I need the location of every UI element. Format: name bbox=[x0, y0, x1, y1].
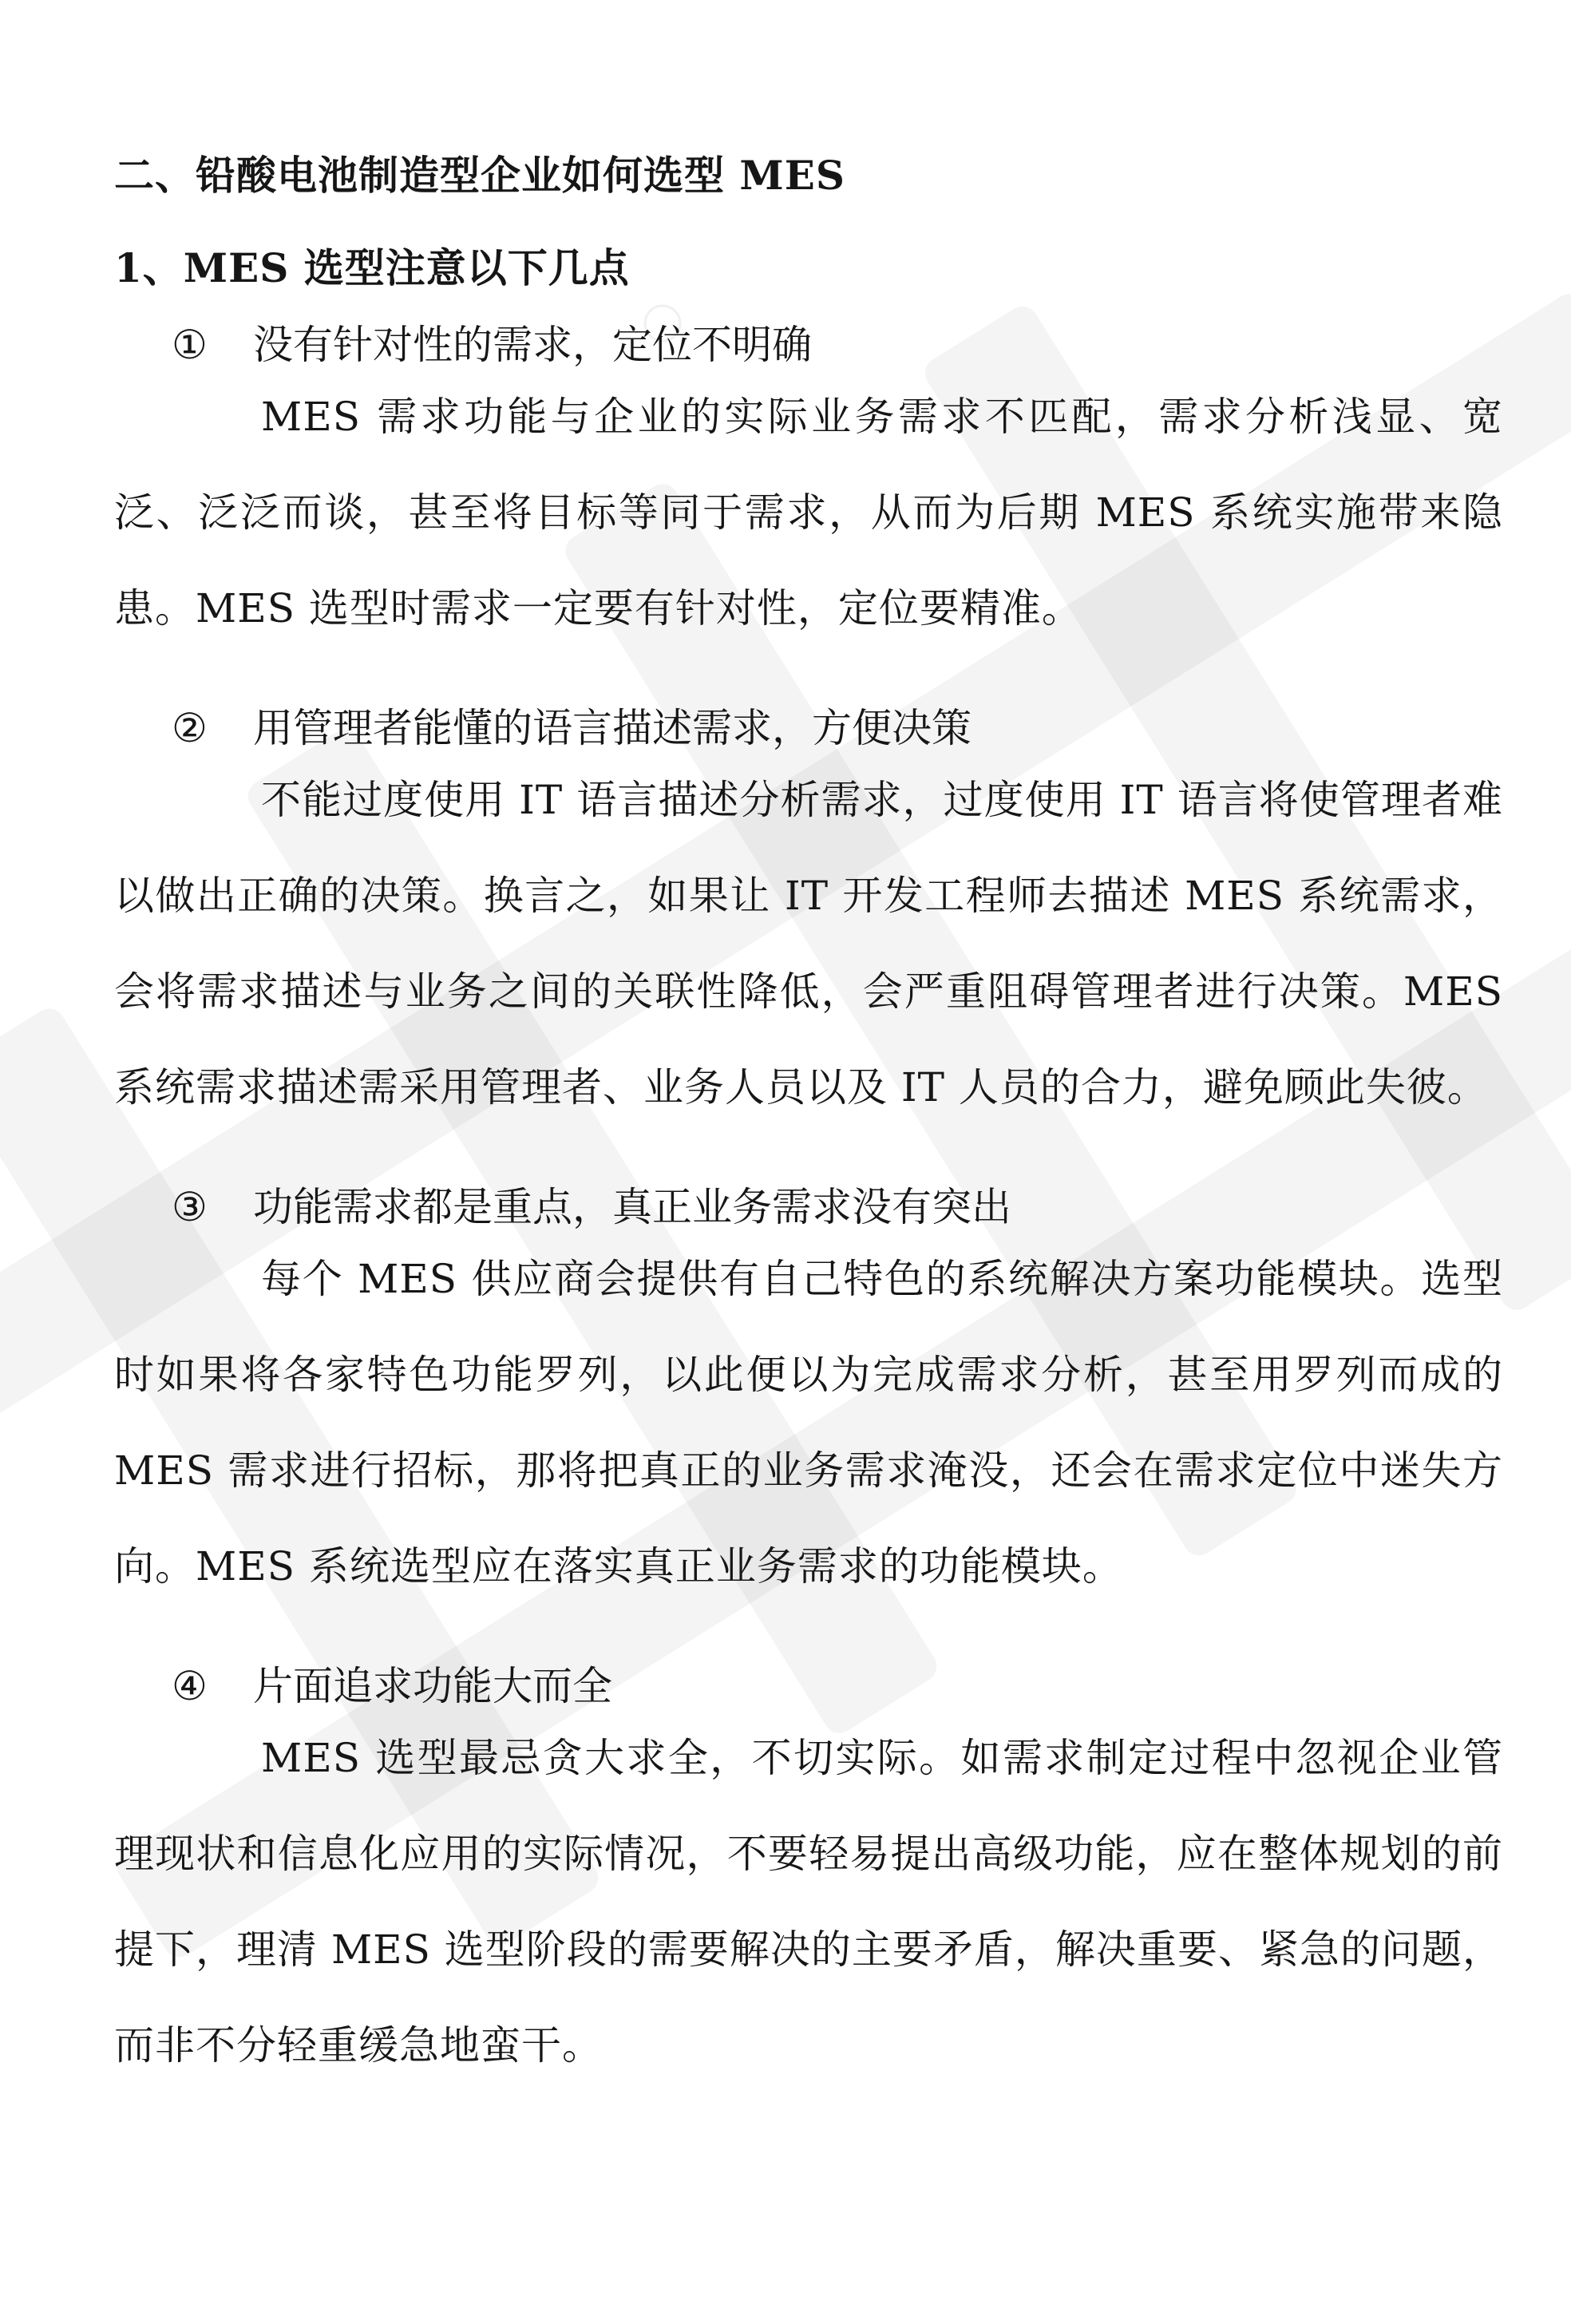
item-title-text: 没有针对性的需求，定位不明确 bbox=[253, 322, 812, 368]
item-title bbox=[114, 1662, 1503, 1710]
subsection-heading: 1、MES 选型注意以下几点 bbox=[114, 244, 630, 291]
item-body: MES 选型最忌贪大求全，不切实际。如需求制定过程中忽视企业管理现状和信息化应用的实际情况，不要轻易提出高级功能，应在整体规划的前提下，理清 MES 选型阶段的需要解决的主要矛盾，解决重要、紧急的问题，而非不分轻重缓急地蛮干。 bbox=[114, 1735, 1503, 2069]
item-title-text: 功能需求都是重点，真正业务需求没有突出 bbox=[253, 1184, 1011, 1230]
item-body: 每个 MES 供应商会提供有自己特色的系统解决方案功能模块。选型时如果将各家特色功能罗列，以此便以为完成需求分析，甚至用罗列而成的 MES 需求进行招标，那将把真正的业务需求淹没，还会在需求定位中迷失方向。MES 系统选型应在落实真正业务需求的功能模块。 bbox=[114, 1256, 1503, 1590]
item-title bbox=[114, 321, 1503, 369]
item-number: ④ bbox=[172, 1663, 208, 1709]
document-page bbox=[114, 152, 1503, 2141]
item-title-text: 用管理者能懂的语言描述需求，方便决策 bbox=[253, 705, 971, 751]
list-item bbox=[114, 1662, 1503, 2093]
list-item bbox=[114, 704, 1503, 1135]
list-item bbox=[114, 321, 1503, 656]
section-heading: 二、铅酸电池制造型企业如何选型 MES bbox=[114, 152, 845, 199]
item-body: MES 需求功能与企业的实际业务需求不匹配，需求分析浅显、宽泛、泛泛而谈，甚至将目标等同于需求，从而为后期 MES 系统实施带来隐患。MES 选型时需求一定要有针对性，定位要精准。 bbox=[114, 394, 1503, 631]
list-item bbox=[114, 1183, 1503, 1614]
item-body: 不能过度使用 IT 语言描述分析需求，过度使用 IT 语言将使管理者难以做出正确的决策。换言之，如果让 IT 开发工程师去描述 MES 系统需求，会将需求描述与业务之间的关联性降低，会严重阻碍管理者进行决策。MES 系统需求描述需采用管理者、业务人员以及 IT 人员的合力，避免顾此失彼。 bbox=[114, 777, 1503, 1111]
item-number: ② bbox=[172, 705, 208, 751]
item-number: ① bbox=[172, 322, 208, 368]
item-title bbox=[114, 704, 1503, 752]
item-number: ③ bbox=[172, 1184, 208, 1230]
item-title bbox=[114, 1183, 1503, 1231]
item-title-text: 片面追求功能大而全 bbox=[253, 1663, 612, 1709]
